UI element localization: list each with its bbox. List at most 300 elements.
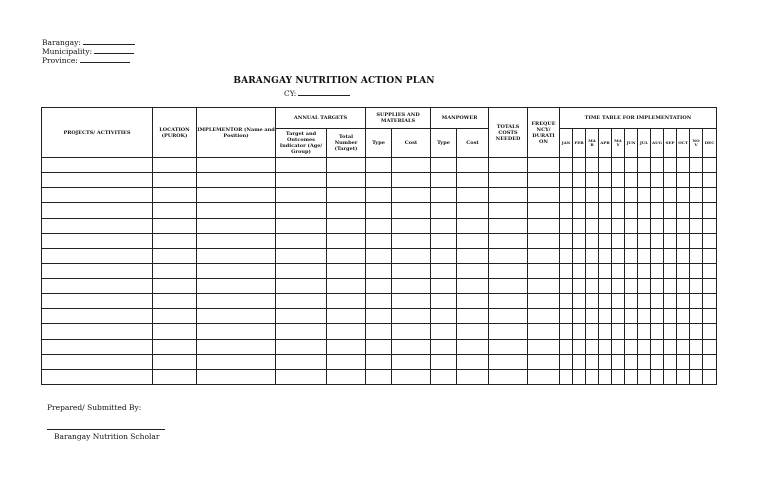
table-cell[interactable] <box>586 279 599 294</box>
table-cell[interactable] <box>638 218 651 233</box>
table-cell[interactable] <box>560 203 573 218</box>
table-cell[interactable] <box>431 173 457 188</box>
table-cell[interactable] <box>197 188 276 203</box>
table-cell[interactable] <box>366 294 392 309</box>
table-cell[interactable] <box>392 339 431 354</box>
table-cell[interactable] <box>703 203 717 218</box>
table-cell[interactable] <box>625 354 638 369</box>
table-cell[interactable] <box>677 294 690 309</box>
table-cell[interactable] <box>638 188 651 203</box>
table-cell[interactable] <box>651 354 664 369</box>
table-cell[interactable] <box>197 218 276 233</box>
table-cell[interactable] <box>197 263 276 278</box>
table-cell[interactable] <box>599 339 612 354</box>
table-cell[interactable] <box>276 309 327 324</box>
table-cell[interactable] <box>599 354 612 369</box>
table-cell[interactable] <box>664 339 677 354</box>
table-cell[interactable] <box>153 263 197 278</box>
table-cell[interactable] <box>528 369 560 384</box>
table-cell[interactable] <box>664 203 677 218</box>
table-cell[interactable] <box>677 279 690 294</box>
table-cell[interactable] <box>489 354 528 369</box>
table-cell[interactable] <box>327 203 366 218</box>
table-cell[interactable] <box>392 233 431 248</box>
table-cell[interactable] <box>489 203 528 218</box>
table-cell[interactable] <box>612 203 625 218</box>
table-cell[interactable] <box>586 354 599 369</box>
table-cell[interactable] <box>703 324 717 339</box>
table-cell[interactable] <box>703 173 717 188</box>
table-cell[interactable] <box>528 294 560 309</box>
table-cell[interactable] <box>276 233 327 248</box>
table-cell[interactable] <box>651 218 664 233</box>
table-cell[interactable] <box>560 324 573 339</box>
table-cell[interactable] <box>677 339 690 354</box>
table-cell[interactable] <box>276 369 327 384</box>
table-cell[interactable] <box>327 354 366 369</box>
table-cell[interactable] <box>366 339 392 354</box>
table-cell[interactable] <box>677 233 690 248</box>
table-cell[interactable] <box>392 354 431 369</box>
table-cell[interactable] <box>366 173 392 188</box>
table-cell[interactable] <box>560 354 573 369</box>
table-cell[interactable] <box>457 339 489 354</box>
table-cell[interactable] <box>612 248 625 263</box>
table-cell[interactable] <box>638 263 651 278</box>
table-cell[interactable] <box>690 369 703 384</box>
table-cell[interactable] <box>457 188 489 203</box>
table-cell[interactable] <box>489 309 528 324</box>
table-cell[interactable] <box>664 369 677 384</box>
table-cell[interactable] <box>677 369 690 384</box>
table-cell[interactable] <box>560 248 573 263</box>
table-cell[interactable] <box>677 173 690 188</box>
table-cell[interactable] <box>599 324 612 339</box>
table-cell[interactable] <box>664 309 677 324</box>
table-cell[interactable] <box>42 173 153 188</box>
table-cell[interactable] <box>392 218 431 233</box>
table-cell[interactable] <box>664 218 677 233</box>
table-cell[interactable] <box>276 218 327 233</box>
table-cell[interactable] <box>573 263 586 278</box>
table-cell[interactable] <box>197 369 276 384</box>
table-cell[interactable] <box>431 279 457 294</box>
table-cell[interactable] <box>560 309 573 324</box>
table-cell[interactable] <box>42 203 153 218</box>
table-cell[interactable] <box>197 248 276 263</box>
table-cell[interactable] <box>651 188 664 203</box>
table-cell[interactable] <box>703 279 717 294</box>
table-cell[interactable] <box>638 233 651 248</box>
table-cell[interactable] <box>327 188 366 203</box>
table-cell[interactable] <box>677 188 690 203</box>
table-cell[interactable] <box>560 263 573 278</box>
table-cell[interactable] <box>366 263 392 278</box>
table-cell[interactable] <box>153 369 197 384</box>
table-cell[interactable] <box>573 248 586 263</box>
table-cell[interactable] <box>599 248 612 263</box>
table-cell[interactable] <box>573 354 586 369</box>
table-cell[interactable] <box>42 188 153 203</box>
table-cell[interactable] <box>560 173 573 188</box>
table-cell[interactable] <box>651 294 664 309</box>
table-cell[interactable] <box>431 233 457 248</box>
table-cell[interactable] <box>560 369 573 384</box>
table-cell[interactable] <box>599 369 612 384</box>
table-cell[interactable] <box>42 339 153 354</box>
table-cell[interactable] <box>153 203 197 218</box>
table-cell[interactable] <box>457 354 489 369</box>
table-cell[interactable] <box>625 233 638 248</box>
table-cell[interactable] <box>703 294 717 309</box>
table-cell[interactable] <box>612 158 625 173</box>
table-cell[interactable] <box>489 158 528 173</box>
table-cell[interactable] <box>599 218 612 233</box>
table-cell[interactable] <box>276 294 327 309</box>
table-cell[interactable] <box>457 263 489 278</box>
table-cell[interactable] <box>651 309 664 324</box>
table-cell[interactable] <box>42 263 153 278</box>
table-cell[interactable] <box>528 173 560 188</box>
table-cell[interactable] <box>153 324 197 339</box>
table-cell[interactable] <box>276 203 327 218</box>
table-cell[interactable] <box>690 203 703 218</box>
table-cell[interactable] <box>153 158 197 173</box>
table-cell[interactable] <box>651 203 664 218</box>
table-cell[interactable] <box>677 354 690 369</box>
table-cell[interactable] <box>612 263 625 278</box>
table-cell[interactable] <box>431 339 457 354</box>
table-cell[interactable] <box>690 294 703 309</box>
table-cell[interactable] <box>690 309 703 324</box>
table-cell[interactable] <box>431 188 457 203</box>
table-cell[interactable] <box>431 354 457 369</box>
table-cell[interactable] <box>573 339 586 354</box>
table-cell[interactable] <box>638 248 651 263</box>
table-cell[interactable] <box>586 339 599 354</box>
table-cell[interactable] <box>612 173 625 188</box>
table-cell[interactable] <box>392 248 431 263</box>
table-cell[interactable] <box>366 233 392 248</box>
table-cell[interactable] <box>392 369 431 384</box>
table-cell[interactable] <box>153 173 197 188</box>
table-cell[interactable] <box>327 279 366 294</box>
table-cell[interactable] <box>625 188 638 203</box>
table-cell[interactable] <box>392 263 431 278</box>
table-cell[interactable] <box>703 339 717 354</box>
table-cell[interactable] <box>42 369 153 384</box>
table-cell[interactable] <box>327 309 366 324</box>
table-cell[interactable] <box>327 339 366 354</box>
table-cell[interactable] <box>664 294 677 309</box>
table-cell[interactable] <box>599 309 612 324</box>
table-cell[interactable] <box>677 263 690 278</box>
table-cell[interactable] <box>612 294 625 309</box>
table-cell[interactable] <box>638 203 651 218</box>
table-cell[interactable] <box>528 188 560 203</box>
table-cell[interactable] <box>153 294 197 309</box>
table-cell[interactable] <box>489 279 528 294</box>
table-cell[interactable] <box>42 218 153 233</box>
table-cell[interactable] <box>651 248 664 263</box>
table-cell[interactable] <box>625 324 638 339</box>
table-cell[interactable] <box>431 263 457 278</box>
table-cell[interactable] <box>573 203 586 218</box>
table-cell[interactable] <box>489 324 528 339</box>
table-cell[interactable] <box>276 339 327 354</box>
table-cell[interactable] <box>612 188 625 203</box>
table-cell[interactable] <box>586 294 599 309</box>
table-cell[interactable] <box>586 188 599 203</box>
table-cell[interactable] <box>431 203 457 218</box>
table-cell[interactable] <box>573 233 586 248</box>
table-cell[interactable] <box>42 233 153 248</box>
table-cell[interactable] <box>431 248 457 263</box>
table-cell[interactable] <box>327 233 366 248</box>
table-cell[interactable] <box>664 263 677 278</box>
table-cell[interactable] <box>431 158 457 173</box>
table-cell[interactable] <box>528 203 560 218</box>
table-cell[interactable] <box>703 369 717 384</box>
table-cell[interactable] <box>366 309 392 324</box>
table-cell[interactable] <box>573 369 586 384</box>
table-cell[interactable] <box>625 294 638 309</box>
table-cell[interactable] <box>153 279 197 294</box>
table-cell[interactable] <box>638 173 651 188</box>
table-cell[interactable] <box>612 233 625 248</box>
table-cell[interactable] <box>153 233 197 248</box>
table-cell[interactable] <box>366 158 392 173</box>
table-cell[interactable] <box>197 279 276 294</box>
table-cell[interactable] <box>703 188 717 203</box>
table-cell[interactable] <box>457 294 489 309</box>
table-cell[interactable] <box>42 324 153 339</box>
table-cell[interactable] <box>457 203 489 218</box>
table-cell[interactable] <box>457 279 489 294</box>
table-cell[interactable] <box>677 324 690 339</box>
table-cell[interactable] <box>489 248 528 263</box>
table-cell[interactable] <box>586 173 599 188</box>
table-cell[interactable] <box>573 218 586 233</box>
table-cell[interactable] <box>489 173 528 188</box>
table-cell[interactable] <box>586 158 599 173</box>
table-cell[interactable] <box>586 203 599 218</box>
table-cell[interactable] <box>392 294 431 309</box>
table-cell[interactable] <box>327 294 366 309</box>
table-cell[interactable] <box>560 279 573 294</box>
table-cell[interactable] <box>153 309 197 324</box>
table-cell[interactable] <box>677 248 690 263</box>
table-cell[interactable] <box>690 173 703 188</box>
table-cell[interactable] <box>625 173 638 188</box>
table-cell[interactable] <box>664 279 677 294</box>
table-cell[interactable] <box>664 248 677 263</box>
table-cell[interactable] <box>327 324 366 339</box>
table-cell[interactable] <box>560 339 573 354</box>
table-cell[interactable] <box>625 203 638 218</box>
table-cell[interactable] <box>625 263 638 278</box>
table-cell[interactable] <box>197 294 276 309</box>
table-cell[interactable] <box>489 218 528 233</box>
table-cell[interactable] <box>528 218 560 233</box>
table-cell[interactable] <box>664 233 677 248</box>
table-cell[interactable] <box>625 218 638 233</box>
table-cell[interactable] <box>366 279 392 294</box>
table-cell[interactable] <box>690 233 703 248</box>
table-cell[interactable] <box>690 324 703 339</box>
table-cell[interactable] <box>638 324 651 339</box>
table-cell[interactable] <box>42 354 153 369</box>
table-cell[interactable] <box>703 309 717 324</box>
table-cell[interactable] <box>489 188 528 203</box>
table-cell[interactable] <box>703 158 717 173</box>
table-cell[interactable] <box>327 248 366 263</box>
table-cell[interactable] <box>197 203 276 218</box>
table-cell[interactable] <box>625 339 638 354</box>
table-cell[interactable] <box>677 203 690 218</box>
table-cell[interactable] <box>392 279 431 294</box>
table-cell[interactable] <box>153 339 197 354</box>
table-cell[interactable] <box>42 248 153 263</box>
table-cell[interactable] <box>153 188 197 203</box>
table-cell[interactable] <box>703 233 717 248</box>
table-cell[interactable] <box>599 279 612 294</box>
table-cell[interactable] <box>690 188 703 203</box>
table-cell[interactable] <box>457 218 489 233</box>
table-cell[interactable] <box>651 339 664 354</box>
table-cell[interactable] <box>677 309 690 324</box>
table-cell[interactable] <box>586 263 599 278</box>
table-cell[interactable] <box>586 324 599 339</box>
table-cell[interactable] <box>42 294 153 309</box>
table-cell[interactable] <box>528 263 560 278</box>
table-cell[interactable] <box>612 279 625 294</box>
table-cell[interactable] <box>489 294 528 309</box>
table-cell[interactable] <box>560 158 573 173</box>
table-cell[interactable] <box>560 294 573 309</box>
table-cell[interactable] <box>651 263 664 278</box>
table-cell[interactable] <box>703 263 717 278</box>
table-cell[interactable] <box>392 309 431 324</box>
table-cell[interactable] <box>366 369 392 384</box>
table-cell[interactable] <box>327 218 366 233</box>
table-cell[interactable] <box>457 309 489 324</box>
table-cell[interactable] <box>197 339 276 354</box>
table-cell[interactable] <box>528 354 560 369</box>
table-cell[interactable] <box>638 369 651 384</box>
table-cell[interactable] <box>392 158 431 173</box>
table-cell[interactable] <box>366 203 392 218</box>
table-cell[interactable] <box>276 324 327 339</box>
table-cell[interactable] <box>528 233 560 248</box>
table-cell[interactable] <box>42 158 153 173</box>
table-cell[interactable] <box>651 173 664 188</box>
table-cell[interactable] <box>528 339 560 354</box>
table-cell[interactable] <box>625 248 638 263</box>
table-cell[interactable] <box>677 158 690 173</box>
table-cell[interactable] <box>489 233 528 248</box>
table-cell[interactable] <box>612 339 625 354</box>
table-cell[interactable] <box>197 233 276 248</box>
table-cell[interactable] <box>586 233 599 248</box>
table-cell[interactable] <box>625 309 638 324</box>
table-cell[interactable] <box>276 248 327 263</box>
table-cell[interactable] <box>573 173 586 188</box>
table-cell[interactable] <box>276 279 327 294</box>
table-cell[interactable] <box>612 369 625 384</box>
table-cell[interactable] <box>690 263 703 278</box>
table-cell[interactable] <box>651 369 664 384</box>
table-cell[interactable] <box>457 324 489 339</box>
table-cell[interactable] <box>42 309 153 324</box>
table-cell[interactable] <box>573 158 586 173</box>
table-cell[interactable] <box>690 218 703 233</box>
table-cell[interactable] <box>431 369 457 384</box>
table-cell[interactable] <box>276 263 327 278</box>
table-cell[interactable] <box>42 279 153 294</box>
table-cell[interactable] <box>560 233 573 248</box>
table-cell[interactable] <box>690 339 703 354</box>
table-cell[interactable] <box>599 203 612 218</box>
table-cell[interactable] <box>664 158 677 173</box>
table-cell[interactable] <box>560 188 573 203</box>
table-cell[interactable] <box>703 354 717 369</box>
table-cell[interactable] <box>664 354 677 369</box>
table-cell[interactable] <box>457 158 489 173</box>
table-cell[interactable] <box>625 158 638 173</box>
table-cell[interactable] <box>612 324 625 339</box>
table-cell[interactable] <box>625 279 638 294</box>
table-cell[interactable] <box>573 324 586 339</box>
table-cell[interactable] <box>573 188 586 203</box>
table-cell[interactable] <box>586 309 599 324</box>
table-cell[interactable] <box>612 309 625 324</box>
table-cell[interactable] <box>599 294 612 309</box>
table-cell[interactable] <box>586 369 599 384</box>
table-cell[interactable] <box>327 158 366 173</box>
table-cell[interactable] <box>153 248 197 263</box>
table-cell[interactable] <box>431 294 457 309</box>
table-cell[interactable] <box>457 369 489 384</box>
table-cell[interactable] <box>457 233 489 248</box>
table-cell[interactable] <box>651 324 664 339</box>
table-cell[interactable] <box>276 173 327 188</box>
table-cell[interactable] <box>457 248 489 263</box>
table-cell[interactable] <box>625 369 638 384</box>
table-cell[interactable] <box>528 279 560 294</box>
table-cell[interactable] <box>457 173 489 188</box>
table-cell[interactable] <box>197 309 276 324</box>
table-cell[interactable] <box>677 218 690 233</box>
table-cell[interactable] <box>366 324 392 339</box>
table-cell[interactable] <box>664 173 677 188</box>
table-cell[interactable] <box>392 203 431 218</box>
table-cell[interactable] <box>431 324 457 339</box>
table-cell[interactable] <box>599 188 612 203</box>
table-cell[interactable] <box>489 339 528 354</box>
table-cell[interactable] <box>664 188 677 203</box>
table-cell[interactable] <box>690 248 703 263</box>
table-cell[interactable] <box>690 158 703 173</box>
table-cell[interactable] <box>197 324 276 339</box>
table-cell[interactable] <box>599 173 612 188</box>
table-cell[interactable] <box>651 158 664 173</box>
table-cell[interactable] <box>586 218 599 233</box>
table-cell[interactable] <box>703 218 717 233</box>
table-cell[interactable] <box>599 158 612 173</box>
table-cell[interactable] <box>573 294 586 309</box>
table-cell[interactable] <box>276 354 327 369</box>
